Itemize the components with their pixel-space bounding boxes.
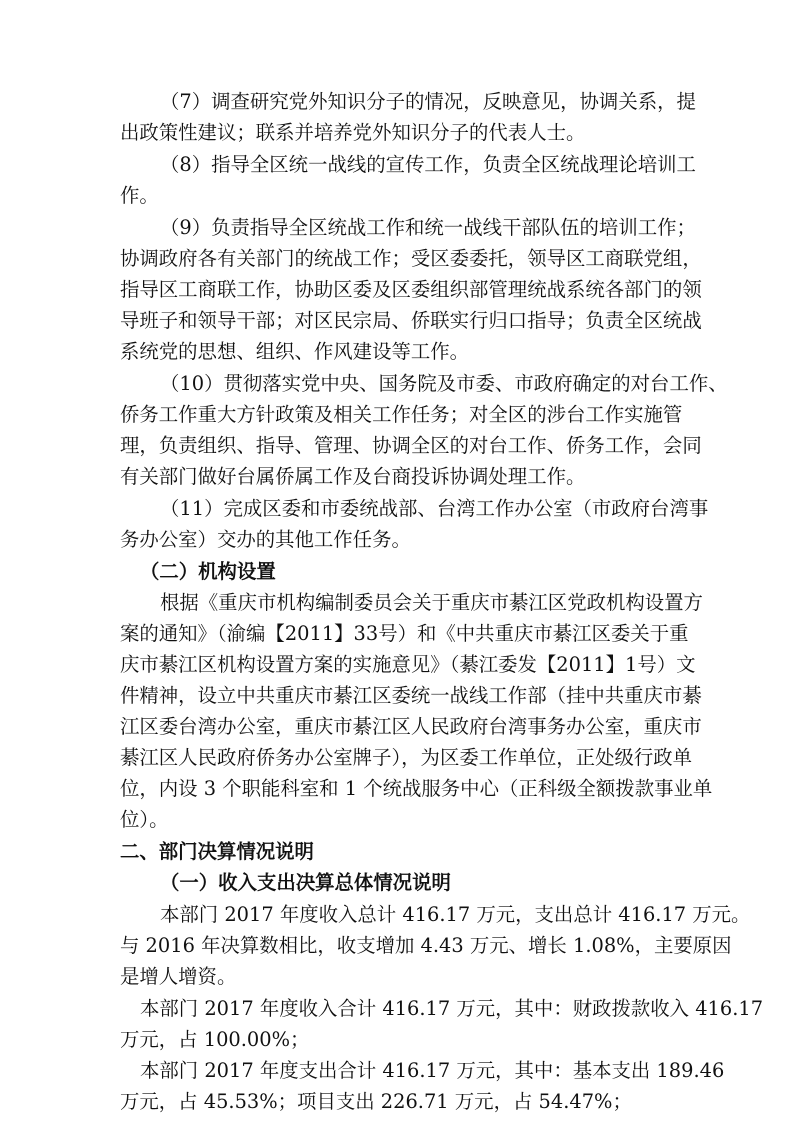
- paragraph-11-line-2: 务办公室）交办的其他工作任务。: [120, 528, 411, 551]
- income-line-2: 万元，占 100.00%；: [120, 1028, 310, 1051]
- income-line-1: 本部门 2017 年度收入合计 416.17 万元，其中：财政拨款收入 416.17: [140, 997, 764, 1020]
- organization-line-1: 根据《重庆市机构编制委员会关于重庆市綦江区党政机构设置方: [160, 591, 703, 614]
- paragraph-10-line-3: 理，负责组织、指导、管理、协调全区的对台工作、侨务工作，会同: [120, 434, 702, 457]
- subsection-heading-income-expenditure: （一）收入支出决算总体情况说明: [160, 871, 451, 894]
- paragraph-9-line-2: 协调政府各有关部门的统战工作；受区委委托，领导区工商联党组，: [120, 247, 702, 270]
- expenditure-line-2: 万元，占 45.53%；项目支出 226.71 万元，占 54.47%；: [120, 1090, 632, 1113]
- paragraph-9-line-4: 导班子和领导干部；对区民宗局、侨联实行归口指导；负责全区统战: [120, 309, 702, 332]
- paragraph-9-line-3: 指导区工商联工作，协助区委及区委组织部管理统战系统各部门的领: [120, 278, 702, 301]
- paragraph-10-line-2: 侨务工作重大方针政策及相关工作任务；对全区的涉台工作实施管: [120, 403, 683, 426]
- section-heading-final-accounts: 二、部门决算情况说明: [120, 840, 314, 863]
- paragraph-9-line-1: （9）负责指导全区统战工作和统一战线干部队伍的培训工作；: [160, 216, 696, 239]
- organization-line-7: 位，内设 3 个职能科室和 1 个统战服务中心（正科级全额拨款事业单: [120, 777, 713, 800]
- summary-line-2: 与 2016 年决算数相比，收支增加 4.43 万元、增长 1.08%，主要原因: [120, 934, 732, 957]
- organization-line-6: 綦江区人民政府侨务办公室牌子），为区委工作单位，正处级行政单: [120, 746, 693, 769]
- expenditure-line-1: 本部门 2017 年度支出合计 416.17 万元，其中：基本支出 189.46: [140, 1059, 725, 1082]
- paragraph-7-line-2: 出政策性建议；联系并培养党外知识分子的代表人士。: [120, 121, 586, 144]
- paragraph-7-line-1: （7）调查研究党外知识分子的情况，反映意见，协调关系，提: [160, 90, 696, 113]
- summary-line-1: 本部门 2017 年度收入总计 416.17 万元，支出总计 416.17 万元。: [160, 903, 751, 926]
- summary-line-3: 是增人增资。: [120, 965, 237, 988]
- paragraph-8-line-2: 作。: [120, 184, 159, 207]
- paragraph-8-line-1: （8）指导全区统一战线的宣传工作，负责全区统战理论培训工: [160, 153, 696, 176]
- paragraph-10-line-4: 有关部门做好台属侨属工作及台商投诉协调处理工作。: [120, 465, 586, 488]
- organization-line-5: 江区委台湾办公室，重庆市綦江区人民政府台湾事务办公室，重庆市: [120, 715, 702, 738]
- paragraph-11-line-1: （11）完成区委和市委统战部、台湾工作办公室（市政府台湾事: [160, 497, 709, 520]
- section-heading-organization: （二）机构设置: [140, 560, 276, 583]
- organization-line-4: 件精神，设立中共重庆市綦江区委统一战线工作部（挂中共重庆市綦: [120, 684, 702, 707]
- paragraph-10-line-1: （10）贯彻落实党中央、国务院及市委、市政府确定的对台工作、: [160, 372, 728, 395]
- organization-line-8: 位）。: [120, 808, 169, 831]
- organization-line-3: 庆市綦江区机构设置方案的实施意见》（綦江委发【2011】1号）文: [120, 653, 696, 676]
- organization-line-2: 案的通知》（渝编【2011】33号）和《中共重庆市綦江区委关于重: [120, 622, 689, 645]
- paragraph-9-line-5: 系统党的思想、组织、作风建设等工作。: [120, 340, 470, 363]
